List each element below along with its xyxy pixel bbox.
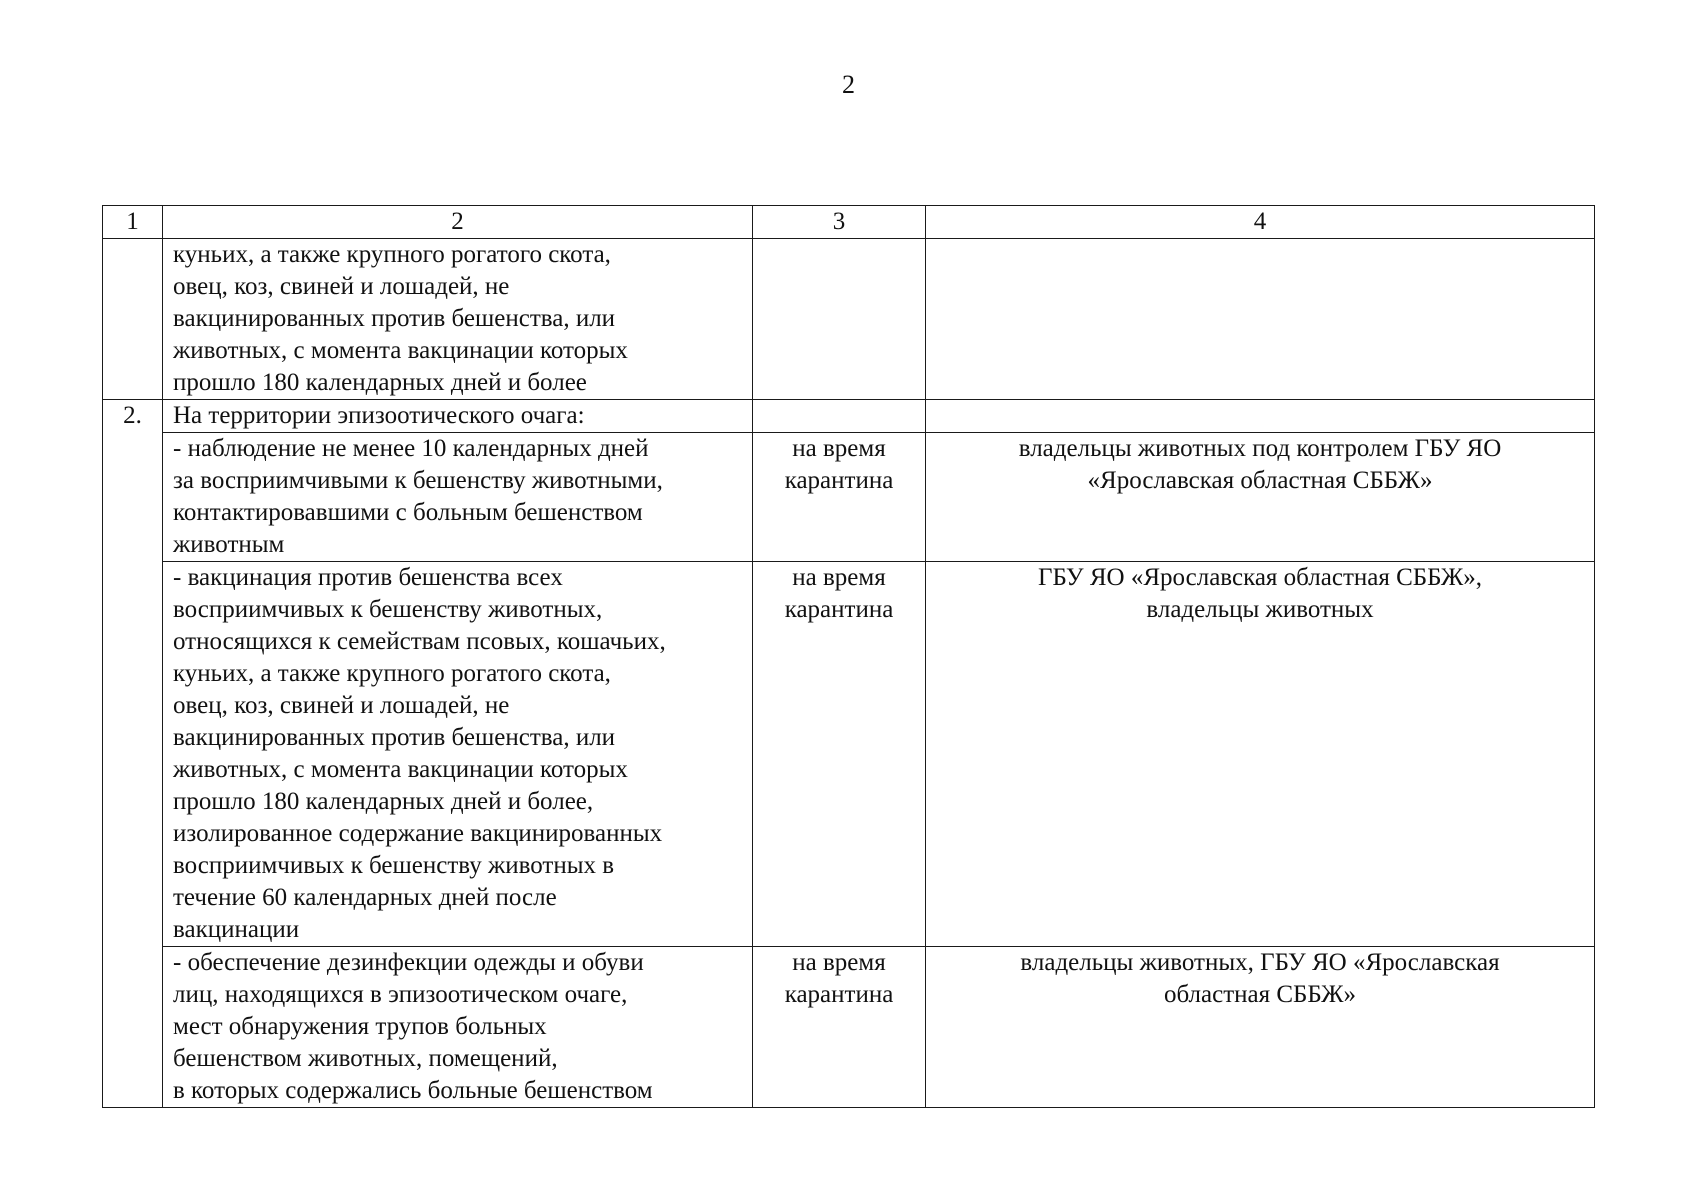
- responsible-line: ГБУ ЯО «Ярославская областная СББЖ»,: [1037, 564, 1483, 591]
- header-cell-2: 2: [163, 206, 753, 239]
- period-line: на время: [792, 949, 886, 976]
- responsible-line: владельцы животных, ГБУ ЯО «Ярославская: [1020, 949, 1500, 976]
- table-row: [103, 562, 1595, 947]
- measure-line: лиц, находящихся в эпизоотическом очаге,: [173, 981, 628, 1008]
- measure-line: куньих, а также крупного рогатого скота,: [173, 660, 611, 687]
- header-cell-4: 4: [926, 206, 1595, 239]
- period-cell: [753, 239, 926, 400]
- period-line: карантина: [784, 467, 894, 494]
- period-cell: [753, 562, 926, 947]
- measure-line: восприимчивых к бешенству животных в: [173, 852, 615, 879]
- responsible-line: владельцы животных под контролем ГБУ ЯО: [1018, 435, 1502, 462]
- period-cell: [753, 433, 926, 562]
- measure-line: мест обнаружения трупов больных: [173, 1013, 547, 1040]
- period-line: карантина: [784, 981, 894, 1008]
- measure-line: животных, с момента вакцинации которых: [173, 337, 628, 364]
- measure-line: - вакцинация против бешенства всех: [173, 564, 563, 591]
- period-line: на время: [792, 435, 886, 462]
- measure-line: течение 60 календарных дней после: [173, 884, 557, 911]
- measure-line: вакцинированных против бешенства, или: [173, 724, 616, 751]
- header-cell-1: 1: [103, 206, 163, 239]
- period-line: карантина: [784, 596, 894, 623]
- table-header-row: [103, 206, 1595, 239]
- header-cell-3: 3: [753, 206, 926, 239]
- measure-line: за восприимчивыми к бешенству животными,: [173, 467, 663, 494]
- measure-line: овец, коз, свиней и лошадей, не: [173, 692, 510, 719]
- responsible-cell: [926, 947, 1595, 1108]
- measure-line: На территории эпизоотического очага:: [173, 402, 585, 429]
- measure-line: относящихся к семействам псовых, кошачьих,: [173, 628, 666, 655]
- table-row: [103, 400, 1595, 433]
- measure-line: прошло 180 календарных дней и более,: [173, 788, 594, 815]
- measure-line: животным: [173, 531, 285, 558]
- measure-line: в которых содержались больные бешенством: [173, 1077, 653, 1104]
- measure-cell: [163, 433, 753, 562]
- measure-line: овец, коз, свиней и лошадей, не: [173, 273, 510, 300]
- measure-cell: [163, 400, 753, 433]
- measure-line: восприимчивых к бешенству животных,: [173, 596, 603, 623]
- responsible-cell: [926, 239, 1595, 400]
- measure-line: контактировавшими с больным бешенством: [173, 499, 643, 526]
- measure-line: - обеспечение дезинфекции одежды и обуви: [173, 949, 644, 976]
- measure-line: - наблюдение не менее 10 календарных дней: [173, 435, 649, 462]
- responsible-line: областная СББЖ»: [1163, 981, 1357, 1008]
- measure-cell: [163, 239, 753, 400]
- measure-line: бешенством животных, помещений,: [173, 1045, 558, 1072]
- measure-line: животных, с момента вакцинации которых: [173, 756, 628, 783]
- measure-line: куньих, а также крупного рогатого скота,: [173, 241, 611, 268]
- period-cell: [753, 400, 926, 433]
- page-number: 2: [842, 70, 855, 99]
- responsible-line: «Ярославская областная СББЖ»: [1087, 467, 1433, 494]
- responsible-cell: [926, 400, 1595, 433]
- table-row: [103, 947, 1595, 1108]
- measure-line: изолированное содержание вакцинированных: [173, 820, 663, 847]
- responsible-cell: [926, 433, 1595, 562]
- period-line: на время: [792, 564, 886, 591]
- measure-line: прошло 180 календарных дней и более: [173, 369, 587, 396]
- responsible-line: владельцы животных: [1146, 596, 1374, 623]
- measure-cell: [163, 947, 753, 1108]
- measures-table: [102, 205, 1595, 1108]
- measure-cell: [163, 562, 753, 947]
- responsible-cell: [926, 562, 1595, 947]
- measure-line: вакцинации: [173, 916, 300, 943]
- row-number: [103, 239, 163, 400]
- row-number: 2.: [103, 400, 163, 1108]
- table-row: [103, 239, 1595, 400]
- table-row: [103, 433, 1595, 562]
- measure-line: вакцинированных против бешенства, или: [173, 305, 616, 332]
- period-cell: [753, 947, 926, 1108]
